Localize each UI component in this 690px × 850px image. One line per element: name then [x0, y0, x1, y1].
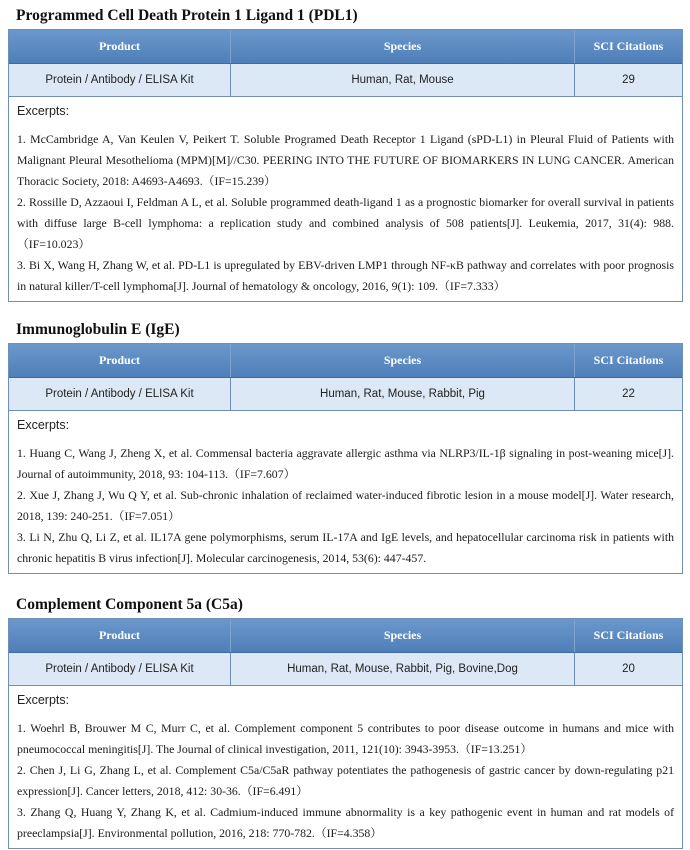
product-section-ige — [8, 319, 683, 574]
product-section-c5a — [8, 594, 683, 849]
header-citations: SCI Citations — [593, 39, 664, 53]
section-title: Programmed Cell Death Protein 1 Ligand 1 (PDL1) — [16, 7, 358, 24]
reference-item: 1. McCambridge A, Van Keulen V, Peikert T. Soluble Programed Death Receptor 1 Ligand (sPD-L1) in Pleural Fluid of Patients with Malignant Pleural Mesothelioma (MPM)[M]//C30. PEERING INTO THE FUTURE OF BIOMARKERS IN LUNG CANCER. American Thoracic Society, 2018: A4693-A4693.（IF=15.239） — [17, 132, 674, 188]
table-row — [9, 653, 682, 686]
header-species: Species — [230, 344, 575, 377]
reference-item: 2. Rossille D, Azzaoui I, Feldman A L, et al. Soluble programmed death-ligand 1 as a prognostic biomarker for overall survival in patients with diffuse large B-cell lymphoma: a replication study and combined analysis of 508 patients[J]. Leukemia, 2017, 31(4): 988.（IF=10.023） — [17, 195, 674, 251]
table-row — [9, 64, 682, 97]
excerpts-label: Excerpts: — [17, 104, 70, 118]
header-product: Product — [98, 353, 141, 367]
cell-citations: 22 — [622, 388, 635, 400]
header-species: Species — [230, 619, 575, 652]
reference-item: 3. Zhang Q, Huang Y, Zhang K, et al. Cadmium-induced immune abnormality is a key pathogenic event in human and rat models of preeclampsia[J]. Environmental pollution, 2016, 218: 770-782.（IF=4.358） — [17, 805, 674, 840]
product-table — [8, 343, 683, 574]
header-citations: SCI Citations — [593, 628, 664, 642]
cell-citations: 20 — [622, 663, 635, 675]
product-table — [8, 29, 683, 302]
header-product: Product — [98, 628, 141, 642]
table-header — [9, 30, 682, 64]
cell-product: Protein / Antibody / ELISA Kit — [45, 388, 194, 400]
section-title: Immunoglobulin E (IgE) — [16, 321, 180, 338]
section-title: Complement Component 5a (C5a) — [16, 596, 243, 613]
cell-species: Human, Rat, Mouse — [230, 64, 575, 96]
table-header — [9, 619, 682, 653]
cell-product: Protein / Antibody / ELISA Kit — [45, 74, 194, 86]
excerpts-label: Excerpts: — [17, 418, 70, 432]
table-header — [9, 344, 682, 378]
header-citations: SCI Citations — [593, 353, 664, 367]
header-species: Species — [230, 30, 575, 63]
product-table — [8, 618, 683, 849]
reference-item: 2. Xue J, Zhang J, Wu Q Y, et al. Sub-chronic inhalation of reclaimed water-induced fibrotic lesion in a mouse model[J]. Water research, 2018, 139: 240-251.（IF=7.051） — [17, 488, 674, 523]
excerpts-block — [9, 686, 682, 848]
reference-item: 3. Li N, Zhu Q, Li Z, et al. IL17A gene polymorphisms, serum IL-17A and IgE levels, and hepatocellular carcinoma risk in patients with chronic hepatitis B virus infection[J]. Molecular carcinogenesis, 2014, 53(6): 447-457. — [17, 530, 674, 565]
excerpts-block — [9, 411, 682, 573]
cell-product: Protein / Antibody / ELISA Kit — [45, 663, 194, 675]
reference-item: 1. Huang C, Wang J, Zheng X, et al. Commensal bacteria aggravate allergic asthma via NLRP3/IL-1β signaling in post-weaning mice[J]. Journal of autoimmunity, 2018, 93: 104-113.（IF=7.607） — [17, 446, 674, 481]
product-section-pdl1 — [8, 5, 683, 302]
header-product: Product — [98, 39, 141, 53]
cell-citations: 29 — [622, 74, 635, 86]
excerpts-label: Excerpts: — [17, 693, 70, 707]
reference-item: 2. Chen J, Li G, Zhang L, et al. Complement C5a/C5aR pathway potentiates the pathogenesis of gastric cancer by down-regulating p21 expression[J]. Cancer letters, 2018, 412: 30-36.（IF=6.491） — [17, 763, 674, 798]
reference-item: 1. Woehrl B, Brouwer M C, Murr C, et al. Complement component 5 contributes to poor disease outcome in humans and mice with pneumococcal meningitis[J]. The Journal of clinical investigation, 2011, 121(10): 3943-3953.（IF=13.251） — [17, 721, 674, 756]
excerpts-block — [9, 97, 682, 301]
cell-species: Human, Rat, Mouse, Rabbit, Pig, Bovine,Dog — [230, 653, 575, 685]
cell-species: Human, Rat, Mouse, Rabbit, Pig — [230, 378, 575, 410]
table-row — [9, 378, 682, 411]
reference-item: 3. Bi X, Wang H, Zhang W, et al. PD-L1 is upregulated by EBV-driven LMP1 through NF-κB pathway and correlates with poor prognosis in natural killer/T-cell lymphoma[J]. Journal of hematology & oncology, 2016, 9(1): 109.（IF=7.333） — [17, 258, 674, 293]
